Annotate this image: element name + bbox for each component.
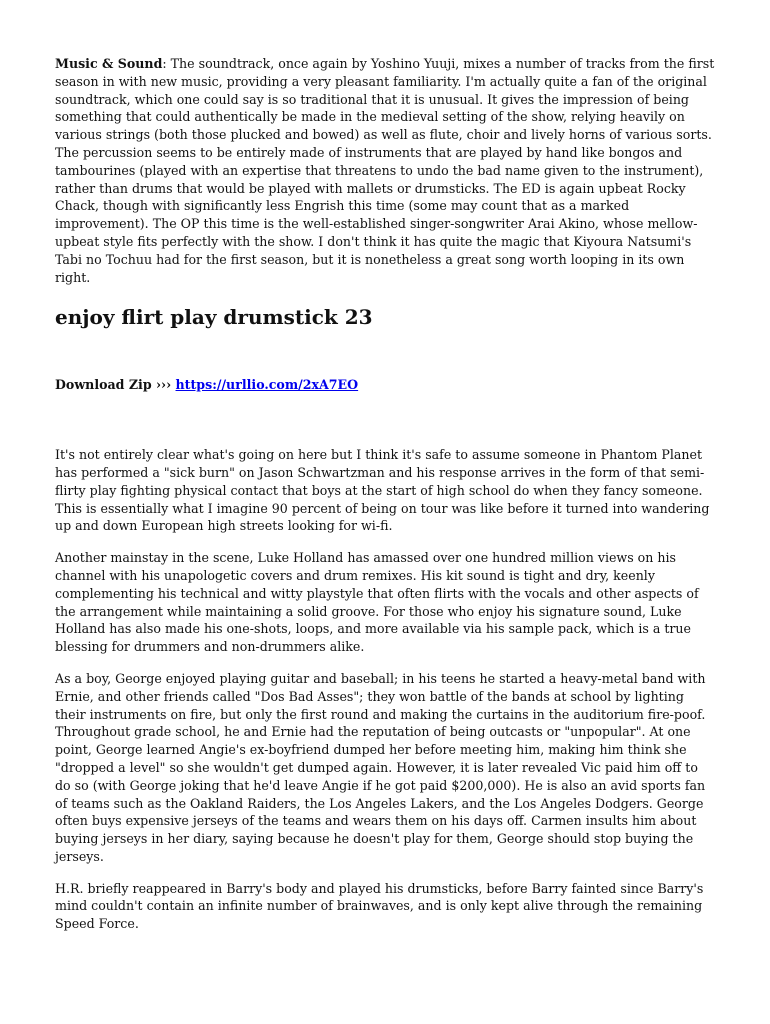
body-paragraph-1: It's not entirely clear what's going on here but I think it's safe to assume someone in Phantom Planet has performed a "sick burn" on Jason Schwartzman and his response arrives in the form of that semi-flirty play fighting physical contact that boys at the start of high school do when they fancy someone. This is essentially what I imagine 90 percent of being on tour was like before it turned into wandering up and down European high streets looking for wi-fi. xyxy=(55,447,710,534)
download-label: Download Zip ››› xyxy=(55,377,176,393)
body-paragraph-4: H.R. briefly reappeared in Barry's body and played his drumsticks, before Barry fainted since Barry's mind couldn't contain an infinite number of brainwaves, and is only kept alive through the remaining Speed Force. xyxy=(55,880,704,932)
intro-text: The soundtrack, once again by Yoshino Yuuji, mixes a number of tracks from the first season in with new music, providing a very pleasant familiarity. I'm actually quite a fan of the original soundtrack, which one could say is so traditional that it is unusual. It gives the impression of being something that could authentically be made in the medieval setting of the show, relying heavily on various strings (both those plucked and bowed) as well as flute, choir and lively horns of various sorts. The percussion seems to be entirely made of instruments that are played by hand like bongos and tambourines (played with an expertise that threatens to undo the bad name given to the instrument), rather than drums that would be played with mallets or drumsticks. The ED is again upbeat Rocky Chack, though with significantly less Engrish this time (some may count that as a marked improvement). The OP this time is the well-established singer-songwriter Arai Akino, whose mellow-upbeat style fits perfectly with the show. I don't think it has quite the magic that Kiyoura Natsumi's Tabi no Tochuu had for the first season, but it is nonetheless a great song worth looping in its own right. xyxy=(55,56,715,285)
download-line xyxy=(55,376,715,394)
page-heading: enjoy flirt play drumstick 23 xyxy=(55,305,373,330)
intro-label: Music & Sound xyxy=(55,56,163,71)
intro-separator: : xyxy=(162,56,171,71)
download-link[interactable]: https://urllio.com/2xA7EO xyxy=(175,377,359,393)
document-page xyxy=(55,55,715,947)
body-paragraph-3: As a boy, George enjoyed playing guitar and baseball; in his teens he started a heavy-metal band with Ernie, and other friends called "Dos Bad Asses"; they won battle of the bands at school by lighting their instruments on fire, but only the first round and making the curtains in the auditorium fire-poof. Throughout grade school, he and Ernie had the reputation of being outcasts or "unpopular". At one point, George learned Angie's ex-boyfriend dumped her before meeting him, making him think she "dropped a level" so she wouldn't get dumped again. However, it is later revealed Vic paid him off to do so (with George joking that he'd leave Angie if he got paid $200,000). He is also an avid sports fan of teams such as the Oakland Raiders, the Los Angeles Lakers, and the Los Angeles Dodgers. George often buys expensive jerseys of the teams and wears them on his days off. Carmen insults him about buying jerseys in her diary, saying because he doesn't play for them, George should stop buying the jerseys. xyxy=(55,670,706,864)
spacer xyxy=(55,394,715,446)
intro-paragraph xyxy=(55,55,715,286)
body-paragraph-2: Another mainstay in the scene, Luke Holland has amassed over one hundred million views on his channel with his unapologetic covers and drum remixes. His kit sound is tight and dry, keenly complementing his technical and witty playstyle that often flirts with the vocals and other aspects of the arrangement while maintaining a solid groove. For those who enjoy his signature sound, Luke Holland has also made his one-shots, loops, and more available via his sample pack, which is a true blessing for drummers and non-drummers alike. xyxy=(55,550,699,655)
